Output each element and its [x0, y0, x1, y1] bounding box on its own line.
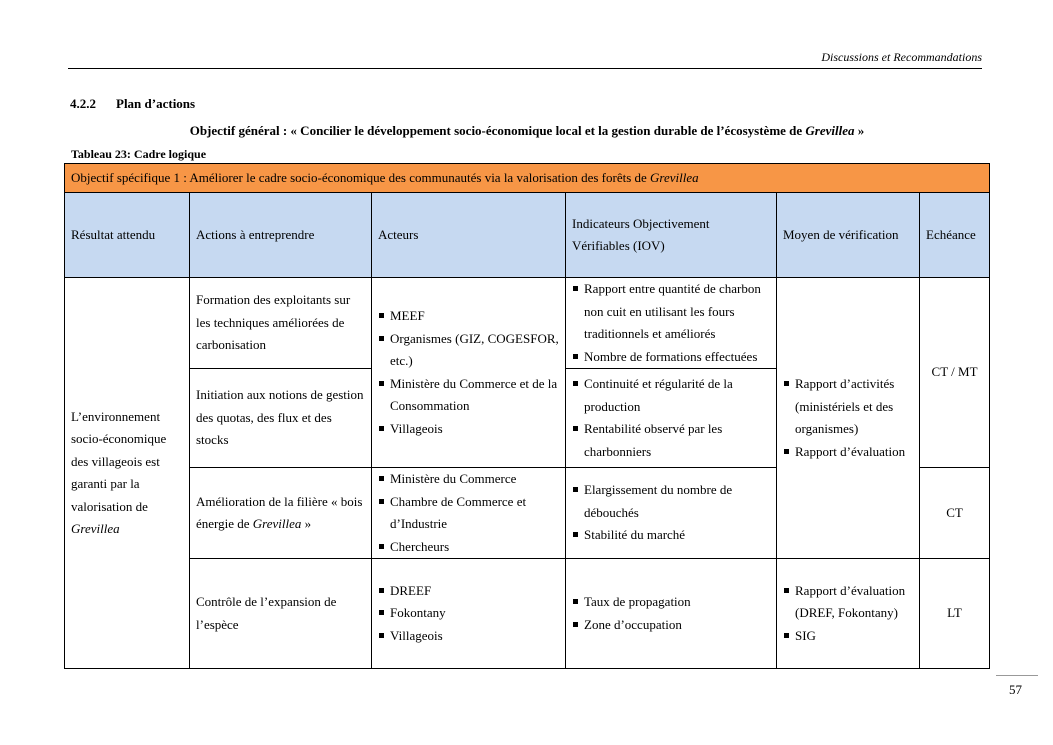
objective-general-suffix: »	[854, 123, 865, 138]
section-heading	[70, 96, 195, 112]
column-header-deadline: Echéance	[920, 193, 990, 278]
list-item: Chercheurs	[378, 536, 559, 559]
objective-general-species: Grevillea	[805, 123, 855, 138]
footer-rule	[996, 675, 1038, 676]
list-item: Villageois	[378, 418, 559, 441]
result-species: Grevillea	[71, 521, 120, 536]
verification-list	[783, 580, 913, 648]
objective-general	[70, 123, 984, 139]
deadline-cell: CT	[920, 468, 990, 559]
actors-list	[378, 468, 559, 558]
actors-cell	[372, 468, 566, 559]
list-item: Villageois	[378, 625, 559, 648]
result-cell	[65, 278, 190, 669]
indicators-list	[572, 591, 770, 636]
verification-cell	[777, 278, 920, 559]
action-suffix: »	[301, 516, 312, 531]
verification-cell	[777, 559, 920, 669]
list-item: MEEF	[378, 305, 559, 328]
column-header-actors: Acteurs	[372, 193, 566, 278]
column-header-verification: Moyen de vérification	[777, 193, 920, 278]
list-item: SIG	[783, 625, 913, 648]
indicators-cell	[566, 468, 777, 559]
objective-specific-row	[65, 164, 990, 193]
list-item: Organismes (GIZ, COGESFOR, etc.)	[378, 328, 559, 373]
column-header-result: Résultat attendu	[65, 193, 190, 278]
actors-list	[378, 580, 559, 648]
action-cell: Formation des exploitants sur les techniques améliorées de carbonisation	[190, 278, 372, 369]
objective-general-text: Objectif général : « Concilier le développement socio-économique local et la gestion durable de l’écosystème de	[189, 123, 806, 138]
indicators-cell	[566, 369, 777, 468]
indicators-cell	[566, 559, 777, 669]
list-item: Continuité et régularité de la production	[572, 373, 770, 418]
action-species: Grevillea	[252, 516, 302, 531]
list-item: Fokontany	[378, 602, 559, 625]
table-row	[65, 278, 990, 369]
list-item: Rapport d’activités (ministériels et des organismes)	[783, 373, 913, 441]
table-row	[65, 559, 990, 669]
actors-cell	[372, 559, 566, 669]
list-item: Taux de propagation	[572, 591, 770, 614]
page-number: 57	[1009, 682, 1022, 697]
table-header-row	[65, 193, 990, 278]
actors-cell	[372, 278, 566, 468]
indicators-list	[572, 373, 770, 463]
list-item: Rentabilité observé par les charbonniers	[572, 418, 770, 463]
list-item: Zone d’occupation	[572, 614, 770, 637]
deadline-cell: LT	[920, 559, 990, 669]
list-item: Rapport entre quantité de charbon non cuit en utilisant les fours traditionnels et améliorés	[572, 278, 770, 346]
objective-specific-cell	[65, 164, 990, 193]
action-text: Amélioration de la filière « bois énergie de	[196, 493, 363, 531]
list-item: Rapport d’évaluation (DREF, Fokontany)	[783, 580, 913, 625]
section-title: Plan d’actions	[116, 96, 196, 111]
list-item: DREEF	[378, 580, 559, 603]
list-item: Ministère du Commerce	[378, 468, 559, 491]
list-item: Rapport d’évaluation	[783, 441, 913, 464]
action-cell: Initiation aux notions de gestion des quotas, des flux et des stocks	[190, 369, 372, 468]
header-rule	[68, 68, 982, 69]
objective-specific-text: Objectif spécifique 1 : Améliorer le cadre socio-économique des communautés via la valorisation des forêts de	[71, 169, 651, 185]
list-item: Nombre de formations effectuées	[572, 346, 770, 369]
running-header: Discussions et Recommandations	[821, 50, 982, 64]
logical-framework-table	[64, 163, 990, 669]
table-caption: Tableau 23: Cadre logique	[71, 147, 207, 161]
list-item: Stabilité du marché	[572, 524, 770, 547]
indicators-list	[572, 479, 770, 547]
action-cell	[190, 468, 372, 559]
list-item: Chambre de Commerce et d’Industrie	[378, 491, 559, 536]
indicators-list	[572, 278, 770, 368]
actors-list	[378, 305, 559, 440]
deadline-cell: CT / MT	[920, 278, 990, 468]
column-header-actions: Actions à entreprendre	[190, 193, 372, 278]
column-header-indicators: Indicateurs Objectivement Vérifiables (IOV)	[566, 193, 777, 278]
action-cell: Contrôle de l’expansion de l’espèce	[190, 559, 372, 669]
indicators-cell	[566, 278, 777, 369]
section-number: 4.2.2	[70, 96, 96, 111]
list-item: Ministère du Commerce et de la Consommation	[378, 373, 559, 418]
result-text: L’environnement socio-économique des villageois est garanti par la valorisation de	[71, 408, 167, 514]
objective-specific-species: Grevillea	[650, 169, 699, 185]
list-item: Elargissement du nombre de débouchés	[572, 479, 770, 524]
verification-list	[783, 373, 913, 463]
